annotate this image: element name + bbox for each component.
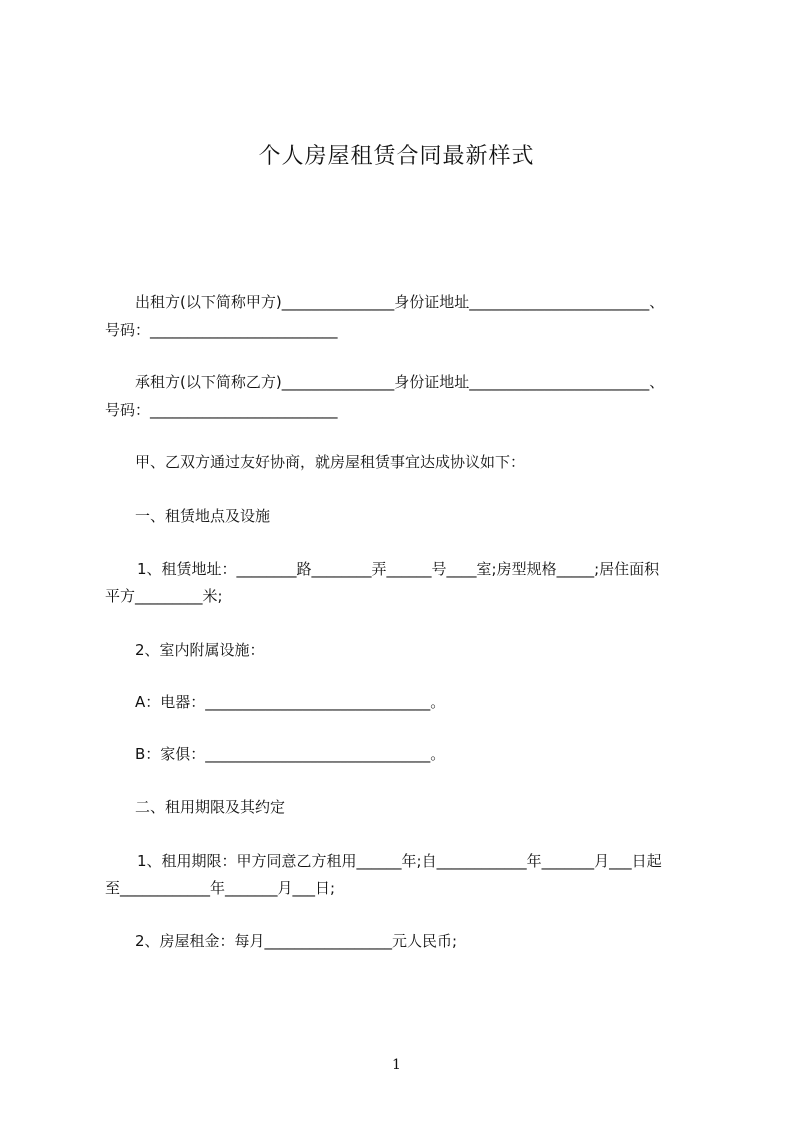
lessee-line-2: 号码：_________________________ [105,401,338,419]
page-number: 1 [392,1057,401,1073]
item-1-1-line-2: 平方_________米; [105,587,223,605]
section-1-heading: 一、租赁地点及设施 [135,507,271,525]
item-2-2-line: 2、房屋租金：每月_________________元人民币; [135,932,458,950]
appliances-line: A：电器：______________________________。 [135,693,446,711]
item-2-1-line-1: 1、租用期限：甲方同意乙方租用______年;自____________年_______月___日起 [137,852,662,870]
lessor-line-1: 出租方(以下简称甲方)_______________身份证地址________________________、 [135,293,665,311]
furniture-line: B：家俱：______________________________。 [135,745,446,763]
lessor-line-2: 号码：_________________________ [105,321,338,339]
section-2-heading: 二、租用期限及其约定 [135,798,286,816]
item-2-1-line-2: 至____________年_______月___日; [105,879,336,897]
agreement-intro: 甲、乙双方通过友好协商，就房屋租赁事宜达成协议如下： [135,453,526,471]
document-title: 个人房屋租赁合同最新样式 [258,144,535,169]
item-1-1-line-1: 1、租赁地址：________路________弄______号____室;房型规格_____;居住面积 [137,560,660,578]
lessee-line-1: 承租方(以下简称乙方)_______________身份证地址________________________、 [135,373,665,391]
item-1-2-heading: 2、室内附属设施： [135,641,265,659]
